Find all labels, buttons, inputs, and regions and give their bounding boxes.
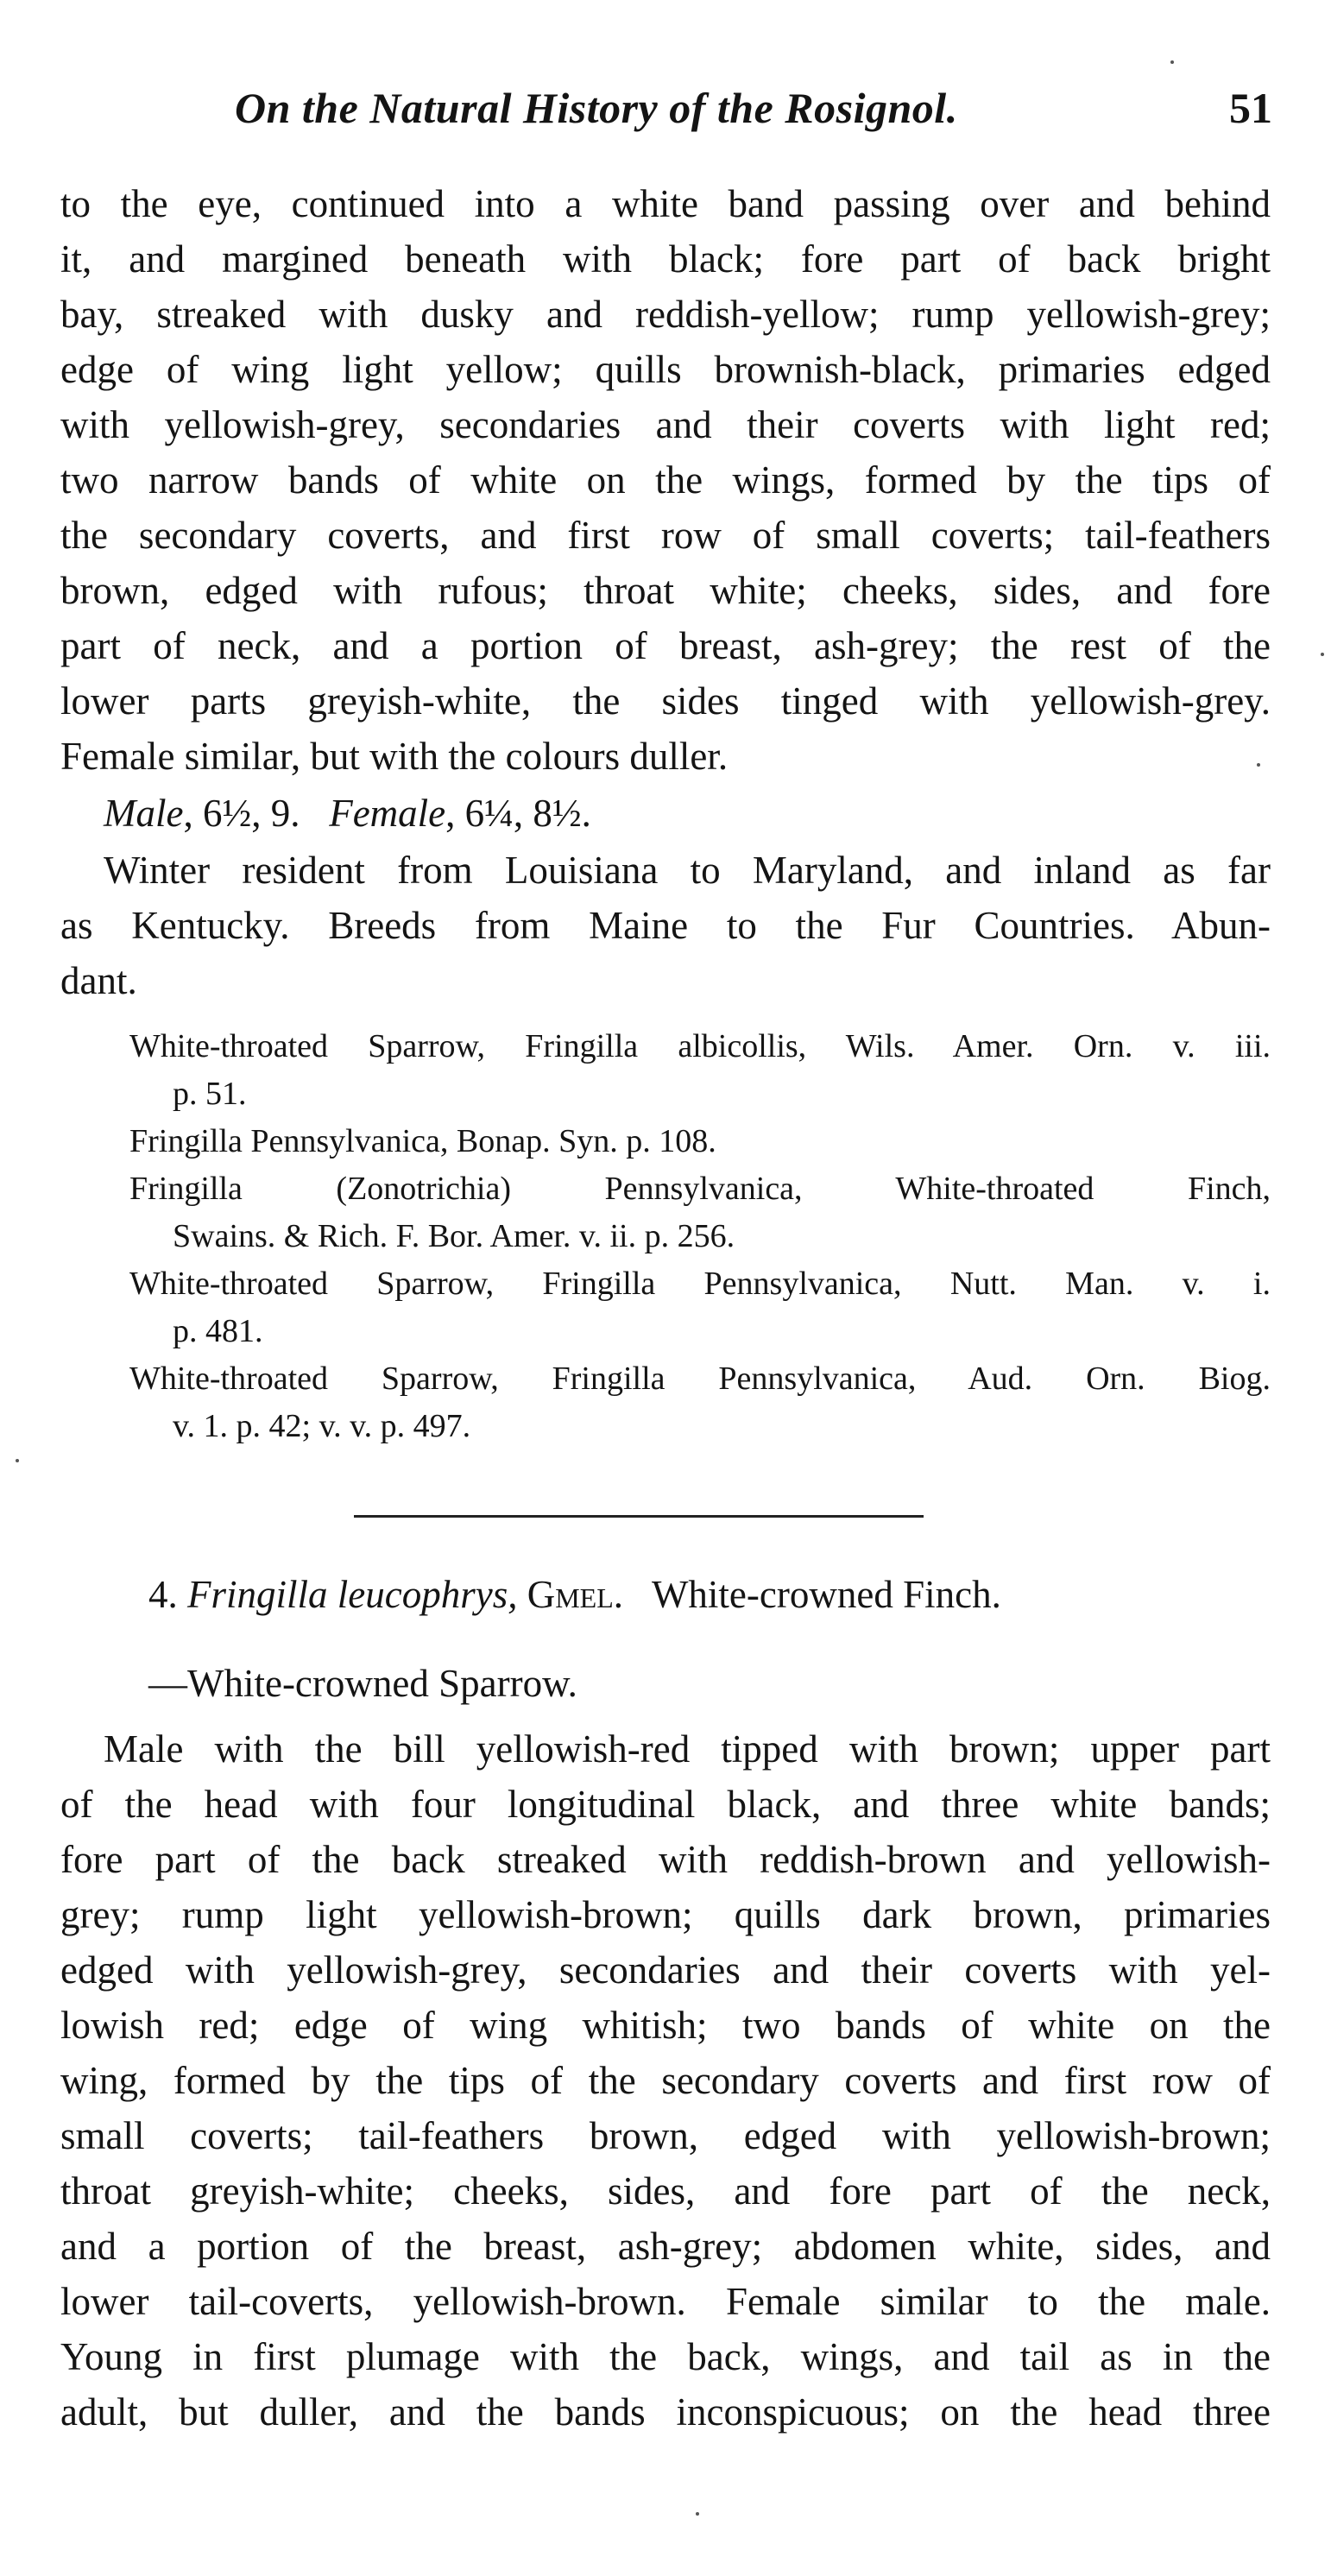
reference-line: White-throated Sparrow, Fringilla albicollis, Wils. Amer. Orn. v. iii.: [129, 1028, 1271, 1064]
species-latin-name: Fringilla leucophrys,: [187, 1573, 518, 1616]
print-speck: [696, 2512, 699, 2516]
range-paragraph: [60, 843, 1271, 1008]
male-measurements: , 6½, 9.: [183, 792, 300, 835]
female-label: Female: [329, 792, 446, 835]
measurements: [104, 786, 591, 841]
reference-continuation: p. 51.: [173, 1076, 247, 1112]
print-speck: [1170, 60, 1174, 64]
text-line: fore part of the back streaked with reddish-brown and yellowish-: [60, 1838, 1271, 1881]
text-line: two narrow bands of white on the wings, formed by the tips of: [60, 458, 1271, 502]
reference-continuation: Swains. & Rich. F. Bor. Amer. v. ii. p. 256.: [173, 1218, 735, 1254]
text-line: Male with the bill yellowish-red tipped with brown; upper part: [104, 1727, 1271, 1771]
text-line: dant.: [60, 959, 137, 1002]
text-line: Young in first plumage with the back, wings, and tail as in the: [60, 2335, 1271, 2378]
running-title: On the Natural History of the Rosignol.: [235, 84, 958, 132]
reference-continuation: p. 481.: [173, 1313, 263, 1349]
print-speck: [1321, 653, 1324, 656]
text-line: brown, edged with rufous; throat white; cheeks, sides, and fore: [60, 569, 1271, 612]
text-line: lowish red; edge of wing whitish; two bands of white on the: [60, 2004, 1271, 2047]
text-line: the secondary coverts, and first row of small coverts; tail-feathers: [60, 514, 1271, 557]
species-alt-name: —White-crowned Sparrow.: [148, 1662, 577, 1705]
reference-line: White-throated Sparrow, Fringilla Pennsylvanica, Nutt. Man. v. i.: [129, 1266, 1271, 1302]
reference-line: Fringilla (Zonotrichia) Pennsylvanica, White-throated Finch,: [129, 1171, 1271, 1207]
text-line: wing, formed by the tips of the secondary coverts and first row of: [60, 2059, 1271, 2102]
text-line: throat greyish-white; cheeks, sides, and fore part of the neck,: [60, 2169, 1271, 2213]
page-header: [235, 83, 1272, 140]
reference-line: White-throated Sparrow, Fringilla Pennsylvanica, Aud. Orn. Biog.: [129, 1361, 1271, 1397]
text-line: to the eye, continued into a white band passing over and behind: [60, 182, 1271, 225]
species-number: 4.: [148, 1573, 178, 1616]
text-line: with yellowish-grey, secondaries and their coverts with light red;: [60, 403, 1271, 446]
text-line: it, and margined beneath with black; fore part of back bright: [60, 237, 1271, 281]
text-line: Female similar, but with the colours duller.: [60, 735, 729, 778]
description-species-4: [60, 1721, 1271, 2440]
male-label: Male: [104, 792, 184, 835]
page-number: 51: [1229, 84, 1272, 132]
text-line: part of neck, and a portion of breast, ash-grey; the rest of the: [60, 624, 1271, 667]
text-line: lower tail-coverts, yellowish-brown. Female similar to the male.: [60, 2280, 1271, 2323]
text-line: edged with yellowish-grey, secondaries and their coverts with yel-: [60, 1948, 1271, 1992]
print-speck: [16, 1459, 19, 1462]
species-authority: Gmel.: [527, 1573, 624, 1616]
description-continued: [60, 176, 1271, 784]
text-line: and a portion of the breast, ash-grey; abdomen white, sides, and: [60, 2225, 1271, 2268]
species-heading: [148, 1567, 1001, 1622]
female-measurements: , 6¼, 8½.: [445, 792, 591, 835]
text-line: lower parts greyish-white, the sides tinged with yellowish-grey.: [60, 679, 1271, 723]
synonymy-references: [129, 1023, 1271, 1450]
reference-line: Fringilla Pennsylvanica, Bonap. Syn. p. 108.: [129, 1123, 716, 1159]
reference-continuation: v. 1. p. 42; v. v. p. 497.: [173, 1408, 471, 1444]
text-line: edge of wing light yellow; quills brownish-black, primaries edged: [60, 348, 1271, 391]
text-line: bay, streaked with dusky and reddish-yellow; rump yellowish-grey;: [60, 293, 1271, 336]
species-common-name: White-crowned Finch.: [651, 1573, 1001, 1616]
print-speck: [1257, 763, 1260, 767]
text-line: adult, but duller, and the bands inconspicuous; on the head three: [60, 2390, 1271, 2434]
text-line: small coverts; tail-feathers brown, edged with yellowish-brown;: [60, 2114, 1271, 2157]
text-line: as Kentucky. Breeds from Maine to the Fur Countries. Abun-: [60, 904, 1271, 947]
text-line: grey; rump light yellowish-brown; quills dark brown, primaries: [60, 1893, 1271, 1936]
text-line: Winter resident from Louisiana to Maryland, and inland as far: [104, 849, 1271, 892]
text-line: of the head with four longitudinal black, and three white bands;: [60, 1783, 1271, 1826]
section-divider: [354, 1515, 924, 1518]
